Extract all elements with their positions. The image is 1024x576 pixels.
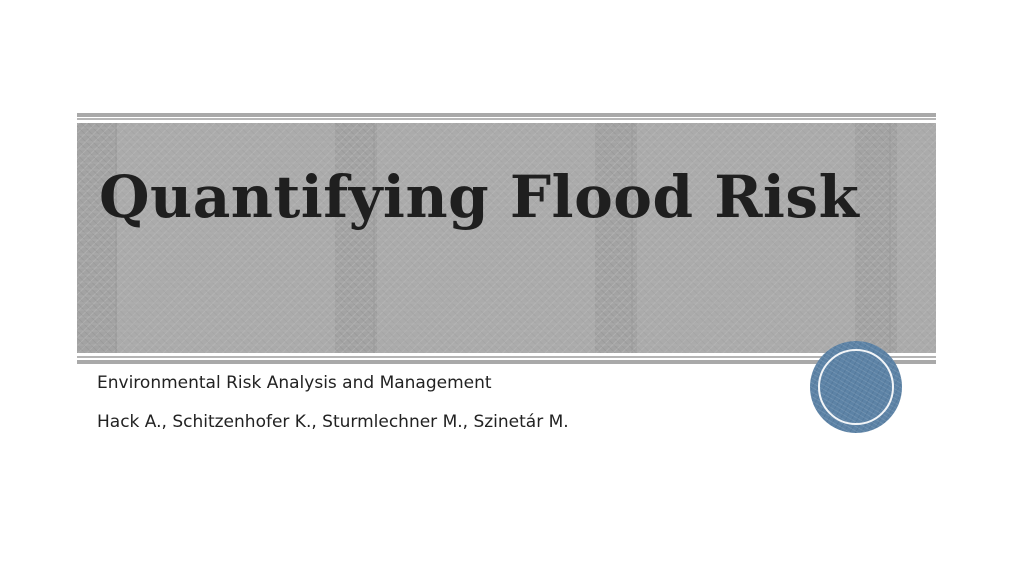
- texture-panel: [637, 123, 855, 353]
- title-band: [77, 123, 936, 353]
- course-subtitle: Environmental Risk Analysis and Management: [97, 373, 492, 393]
- authors-subtitle: Hack A., Schitzenhofer K., Sturmlechner M., Szinetár M.: [97, 412, 569, 432]
- circle-badge-icon: [810, 341, 902, 433]
- bottom-divider: [77, 360, 936, 364]
- texture-panel: [897, 123, 936, 353]
- texture-panel: [117, 123, 335, 353]
- badge-ring: [818, 349, 894, 425]
- bottom-divider-thin: [77, 356, 936, 358]
- slide-title: Quantifying Flood Risk: [99, 163, 860, 231]
- texture-panel: [377, 123, 595, 353]
- top-divider: [77, 113, 936, 117]
- top-divider-thin: [77, 118, 936, 120]
